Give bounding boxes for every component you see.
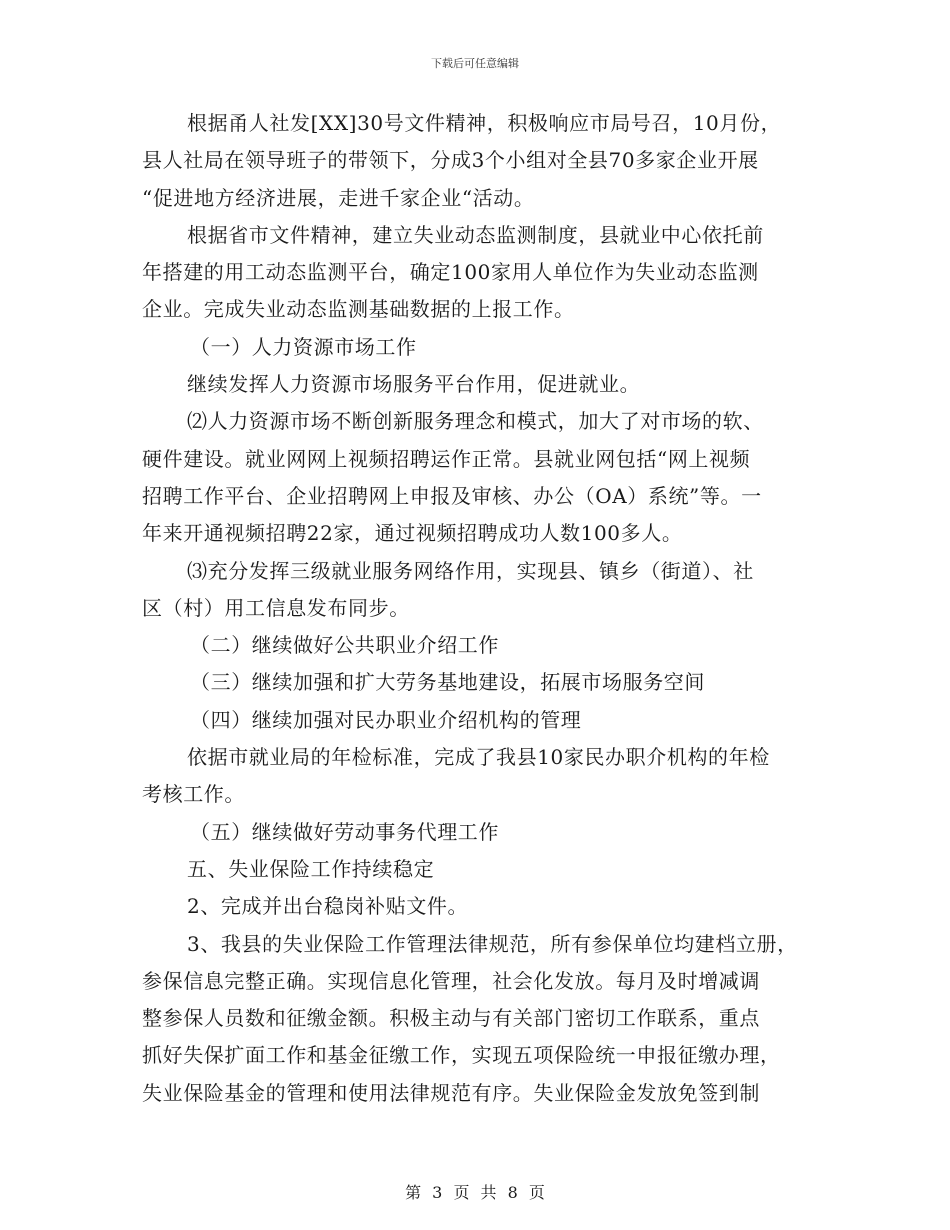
paragraph-line: 2、完成并出台稳岗补贴文件。 [187, 894, 469, 919]
paragraph-line: ⑵人力资源市场不断创新服务理念和模式，加大了对市场的软、 [187, 409, 764, 434]
paragraph-line: 县人社局在领导班子的带领下，分成3个小组对全县70多家企业开展 [142, 148, 759, 173]
paragraph-line: 依据市就业局的年检标准，完成了我县10家民办职介机构的年检 [187, 745, 770, 770]
paragraph-line: 根据甬人社发[XX]30号文件精神，积极响应市局号召，10月份， [187, 111, 782, 135]
section-heading: 五、失业保险工作持续稳定 [187, 856, 435, 881]
paragraph-line: 招聘工作平台、企业招聘网上申报及审核、办公（OA）系统”等。一 [142, 483, 762, 508]
section-heading: （一）人力资源市场工作 [190, 334, 417, 359]
paragraph-line: 继续发挥人力资源市场服务平台作用，促进就业。 [187, 372, 641, 397]
section-heading: （二）继续做好公共职业介绍工作 [190, 633, 499, 658]
paragraph-line: 失业保险基金的管理和使用法律规范有序。失业保险金发放免签到制 [142, 1080, 760, 1105]
paragraph-line: 区（村）用工信息发布同步。 [142, 595, 410, 620]
paragraph-line: 根据省市文件精神，建立失业动态监测制度，县就业中心依托前 [187, 222, 764, 247]
section-heading: （四）继续加强对民办职业介绍机构的管理 [190, 707, 582, 732]
paragraph-line: 抓好失保扩面工作和基金征缴工作，实现五项保险统一申报征缴办理， [142, 1043, 781, 1068]
paragraph-line: 硬件建设。就业网网上视频招聘运作正常。县就业网包括“网上视频 [142, 446, 751, 471]
section-heading: （三）继续加强和扩大劳务基地建设，拓展市场服务空间 [190, 670, 705, 695]
paragraph-line: 参保信息完整正确。实现信息化管理，社会化发放。每月及时增减调 [142, 968, 760, 993]
paragraph-line: 考核工作。 [142, 782, 245, 807]
paragraph-line: 整参保人员数和征缴金额。积极主动与有关部门密切工作联系，重点 [142, 1006, 760, 1031]
header-note: 下载后可任意编辑 [431, 57, 519, 70]
paragraph-line: 3、我县的失业保险工作管理法律规范，所有参保单位均建档立册， [187, 931, 798, 956]
paragraph-line: “促进地方经济进展，走进千家企业“活动。 [142, 185, 535, 210]
document-body [142, 108, 814, 1115]
page-number-footer: 第 3 页 共 8 页 [405, 1183, 545, 1202]
paragraph-line: 年来开通视频招聘22家，通过视频招聘成功人数100多人。 [142, 521, 683, 546]
paragraph-line: ⑶充分发挥三级就业服务网络作用，实现县、镇乡（街道）、社 [187, 558, 754, 583]
section-heading: （五）继续做好劳动事务代理工作 [190, 819, 499, 844]
paragraph-line: 企业。完成失业动态监测基础数据的上报工作。 [142, 297, 575, 322]
paragraph-line: 年搭建的用工动态监测平台，确定100家用人单位作为失业动态监测 [142, 260, 759, 285]
